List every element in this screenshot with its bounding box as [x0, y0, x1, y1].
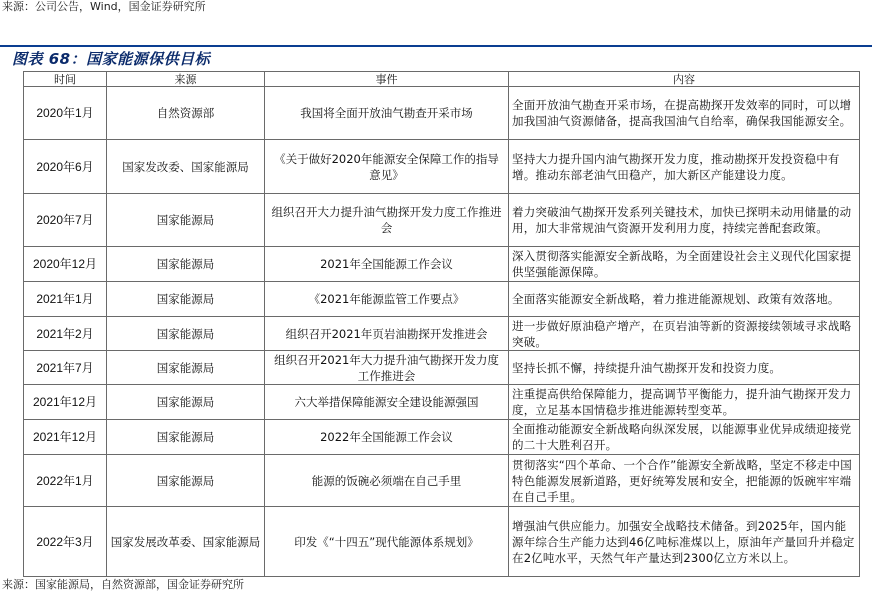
cell-event: 《2021年能源监管工作要点》: [265, 282, 509, 317]
table-row: [24, 385, 860, 420]
table-row: [24, 351, 860, 385]
cell-content: 全面开放油气勘查开采市场，在提高勘探开发效率的同时，可以增加我国油气资源储备，提高我国油气自给率，确保我国能源安全。: [509, 87, 860, 140]
cell-event: 印发《“十四五”现代能源体系规划》: [265, 507, 509, 577]
table-row: [24, 317, 860, 351]
cell-event: 组织召开2021年大力提升油气勘探开发力度工作推进会: [265, 351, 509, 385]
cell-event: 组织召开2021年页岩油勘探开发推进会: [265, 317, 509, 351]
cell-event: 能源的饭碗必须端在自己手里: [265, 455, 509, 507]
table-row: [24, 282, 860, 317]
cell-source: 自然资源部: [107, 87, 265, 140]
cell-source: 国家发展改革委、国家能源局: [107, 507, 265, 577]
cell-source: 国家能源局: [107, 194, 265, 247]
top-source-note: 来源：公司公告，Wind，国金证券研究所: [2, 0, 206, 13]
cell-time: 2022年1月: [24, 455, 107, 507]
cell-time: 2021年12月: [24, 420, 107, 455]
cell-source: 国家能源局: [107, 247, 265, 282]
cell-content: 全面落实能源安全新战略，着力推进能源规划、政策有效落地。: [509, 282, 860, 317]
cell-event: 2021年全国能源工作会议: [265, 247, 509, 282]
cell-source: 国家能源局: [107, 282, 265, 317]
cell-time: 2021年12月: [24, 385, 107, 420]
figure-title: 图表 68：国家能源保供目标: [12, 50, 211, 68]
figure-title-bar: [0, 45, 872, 67]
table-row: [24, 420, 860, 455]
cell-content: 进一步做好原油稳产增产，在页岩油等新的资源接续领域寻求战略突破。: [509, 317, 860, 351]
cell-time: 2021年2月: [24, 317, 107, 351]
cell-content: 全面推动能源安全新战略向纵深发展，以能源事业优异成绩迎接党的二十大胜利召开。: [509, 420, 860, 455]
header-event: 事件: [265, 72, 509, 87]
table-header-row: [24, 72, 860, 87]
cell-event: 《关于做好2020年能源安全保障工作的指导意见》: [265, 140, 509, 194]
cell-content: 增强油气供应能力。加强安全战略技术储备。到2025年，国内能源年综合生产能力达到46亿吨标准煤以上，原油年产量回升并稳定在2亿吨水平，天然气年产量达到2300亿立方米以上。: [509, 507, 860, 577]
cell-event: 组织召开大力提升油气勘探开发力度工作推进会: [265, 194, 509, 247]
cell-time: 2020年6月: [24, 140, 107, 194]
cell-event: 我国将全面开放油气勘查开采市场: [265, 87, 509, 140]
cell-time: 2020年7月: [24, 194, 107, 247]
bottom-source-note: 来源：国家能源局，自然资源部，国金证券研究所: [2, 578, 244, 591]
table-row: [24, 140, 860, 194]
cell-event: 2022年全国能源工作会议: [265, 420, 509, 455]
table-row: [24, 194, 860, 247]
cell-source: 国家能源局: [107, 351, 265, 385]
cell-content: 着力突破油气勘探开发系列关键技术，加快已探明未动用储量的动用，加大非常规油气资源开发利用力度，持续完善配套政策。: [509, 194, 860, 247]
cell-content: 坚持长抓不懈，持续提升油气勘探开发和投资力度。: [509, 351, 860, 385]
cell-event: 六大举措保障能源安全建设能源强国: [265, 385, 509, 420]
header-content: 内容: [509, 72, 860, 87]
cell-source: 国家能源局: [107, 385, 265, 420]
table-row: [24, 507, 860, 577]
cell-time: 2020年12月: [24, 247, 107, 282]
cell-content: 深入贯彻落实能源安全新战略，为全面建设社会主义现代化国家提供坚强能源保障。: [509, 247, 860, 282]
cell-time: 2021年1月: [24, 282, 107, 317]
table-row: [24, 87, 860, 140]
cell-content: 坚持大力提升国内油气勘探开发力度，推动勘探开发投资稳中有增。推动东部老油气田稳产，加大新区产能建设力度。: [509, 140, 860, 194]
header-time: 时间: [24, 72, 107, 87]
cell-time: 2021年7月: [24, 351, 107, 385]
policy-table: [23, 71, 860, 577]
table-row: [24, 247, 860, 282]
cell-content: 贯彻落实“四个革命、一个合作”能源安全新战略，坚定不移走中国特色能源发展新道路，更好统筹发展和安全，把能源的饭碗牢牢端在自己手里。: [509, 455, 860, 507]
cell-content: 注重提高供给保障能力，提高调节平衡能力，提升油气勘探开发力度，立足基本国情稳步推进能源转型变革。: [509, 385, 860, 420]
cell-source: 国家发改委、国家能源局: [107, 140, 265, 194]
table-row: [24, 455, 860, 507]
cell-source: 国家能源局: [107, 317, 265, 351]
cell-source: 国家能源局: [107, 420, 265, 455]
header-source: 来源: [107, 72, 265, 87]
cell-time: 2022年3月: [24, 507, 107, 577]
cell-source: 国家能源局: [107, 455, 265, 507]
cell-time: 2020年1月: [24, 87, 107, 140]
title-divider: [0, 45, 872, 47]
